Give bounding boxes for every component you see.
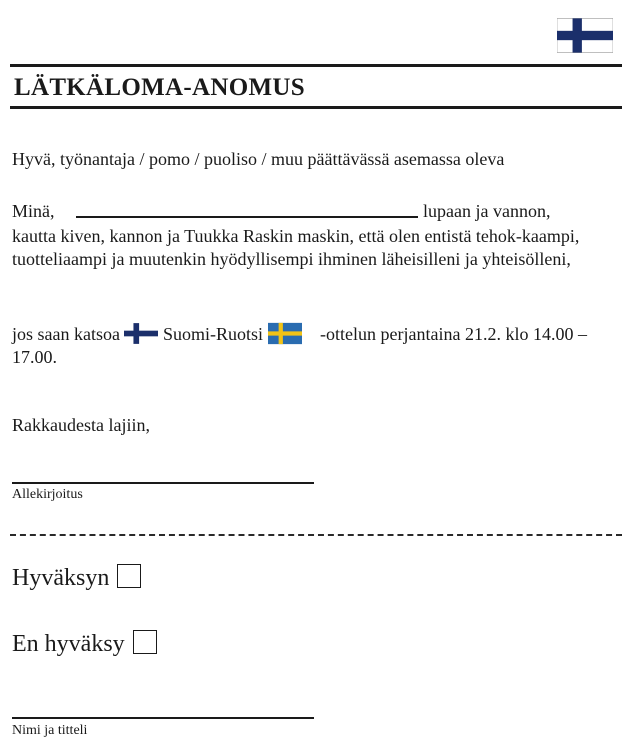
cut-line-divider: [10, 534, 622, 538]
approve-option: [12, 564, 141, 592]
form-title: LÄTKÄLOMA-ANOMUS: [14, 74, 305, 101]
match-name: Suomi-Ruotsi: [162, 324, 264, 344]
closing-text: Rakkaudesta lajiin,: [12, 415, 150, 435]
signature-label: Allekirjoitus: [12, 487, 83, 502]
name-prefix: Minä,: [12, 201, 55, 221]
promise-paragraph: kautta kiven, kannon ja Tuukka Raskin maskin, että olen entistä tehok-kaampi, tuotteliaampi ja muutenkin hyödyllisempi ihminen läheisilleni ja yhteisölleni,: [12, 226, 580, 269]
name-field[interactable]: [76, 216, 418, 218]
greeting-text: Hyvä, työnantaja / pomo / puoliso / muu päättävässä asemassa oleva: [12, 149, 505, 169]
finland-flag-icon: [124, 322, 158, 345]
sweden-flag-icon: [268, 322, 302, 345]
title-rule: [10, 106, 622, 109]
finland-flag-icon: [557, 16, 613, 55]
reject-label: En hyväksy: [12, 631, 125, 657]
approve-label: Hyväksyn: [12, 565, 110, 591]
top-rule: [10, 64, 622, 67]
match-suffix: -ottelun perjantaina 21.2. klo 14.00 – 17.00.: [12, 324, 587, 367]
reject-checkbox[interactable]: [133, 630, 157, 654]
name-title-field[interactable]: [12, 717, 314, 719]
match-sentence: [12, 322, 612, 369]
approve-checkbox[interactable]: [117, 564, 141, 588]
vow-suffix: lupaan ja vannon,: [423, 201, 551, 221]
reject-option: [12, 630, 157, 658]
match-prefix: jos saan katsoa: [12, 324, 120, 344]
name-title-label: Nimi ja titteli: [12, 723, 88, 738]
signature-field[interactable]: [12, 482, 314, 484]
